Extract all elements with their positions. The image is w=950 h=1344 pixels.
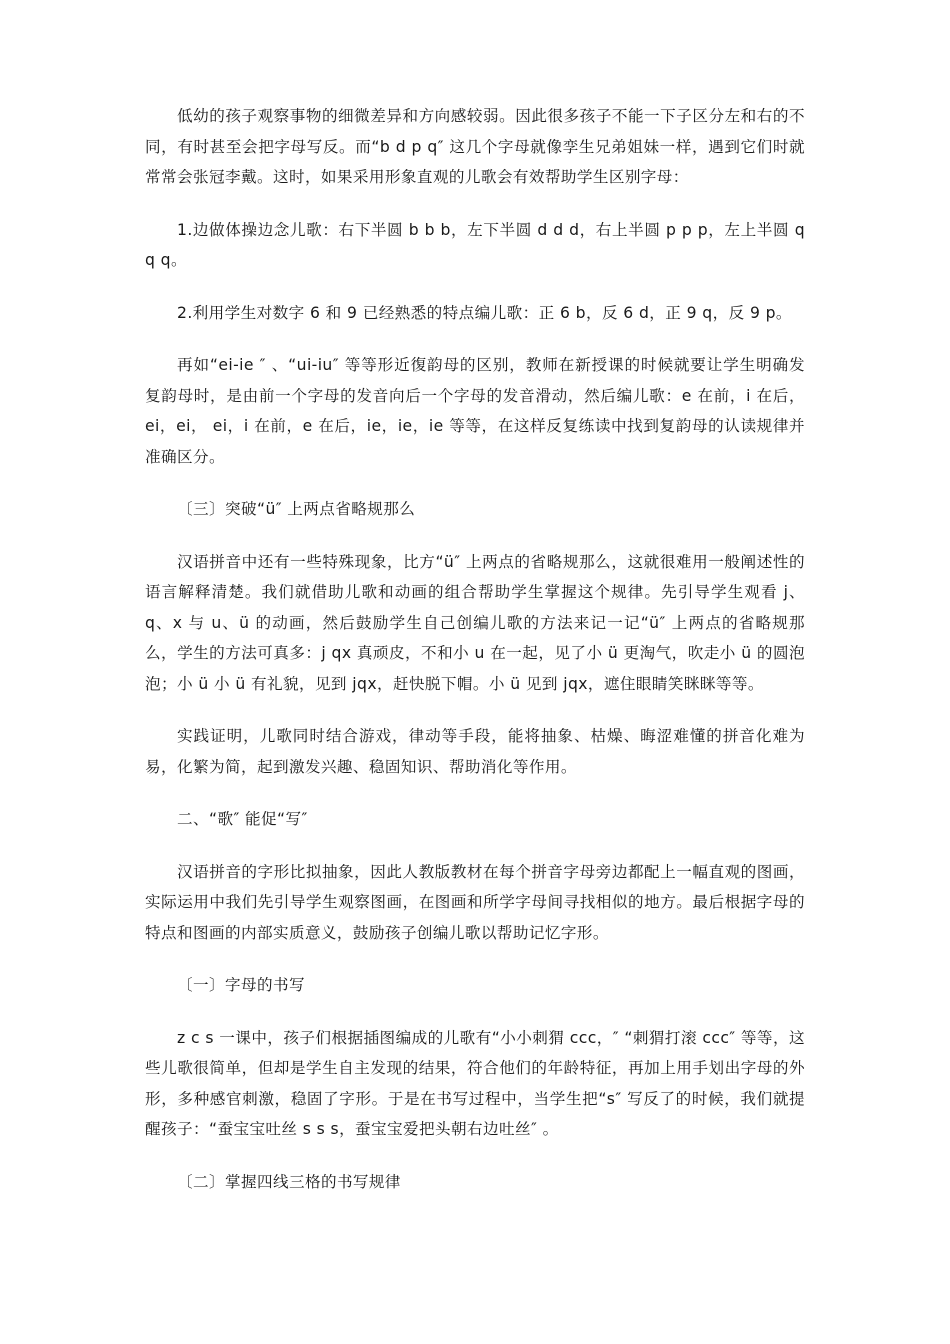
paragraph: z c s 一课中，孩子们根据插图编成的儿歌有“小小刺猬 ccc，″ “刺猬打滚 ccc″ 等等，这些儿歌很简单，但却是学生自主发现的结果，符合他们的年龄特征，再加上用手划出字母的外形，多种感官刺激，稳固了字形。于是在书写过程中，当学生把“s″ 写反了的时候，我们就提醒孩子：“蚕宝宝吐丝 s s s，蚕宝宝爱把头朝右边吐丝″ 。 [145, 1028, 805, 1138]
section-heading: 〔三〕突破“ü″ 上两点省略规那么 [177, 500, 416, 518]
paragraph: 低幼的孩子观察事物的细微差异和方向感较弱。因此很多孩子不能一下子区分左和右的不同，有时甚至会把字母写反。而“b d p q″ 这几个字母就像孪生兄弟姐妹一样，遇到它们时就常常会张冠李戴。这时，如果采用形象直观的儿歌会有效帮助学生区别字母： [145, 107, 805, 186]
paragraph: 1.边做体操边念儿歌：右下半圆 b b b，左下半圆 d d d，右上半圆 p p p，左上半圆 q q q。 [145, 220, 805, 269]
section-heading: 〔一〕字母的书写 [177, 976, 305, 994]
paragraph: 实践证明，儿歌同时结合游戏，律动等手段，能将抽象、枯燥、晦涩难懂的拼音化难为易，化繁为简，起到激发兴趣、稳固知识、帮助消化等作用。 [145, 727, 805, 776]
section-heading: 〔二〕掌握四线三格的书写规律 [177, 1172, 401, 1191]
section-heading: 二、“歌″ 能促“写″ [177, 810, 308, 828]
paragraph: 再如“ei-ie ″ 、“ui-iu″ 等等形近復韵母的区别，教师在新授课的时候就要让学生明确发复韵母时，是由前一个字母的发音向后一个字母的发音滑动，然后编儿歌：e 在前，i 在后，ei，ei， ei，i 在前，e 在后，ie，ie，ie 等等，在这样反复练读中找到复韵母的认读规律并准确区分。 [145, 356, 805, 466]
paragraph: 汉语拼音的字形比拟抽象，因此人教版教材在每个拼音字母旁边都配上一幅直观的图画，实际运用中我们先引导学生观察图画，在图画和所学字母间寻找相似的地方。最后根据字母的特点和图画的内部实质意义，鼓励孩子创编儿歌以帮助记忆字形。 [145, 862, 805, 942]
paragraph: 汉语拼音中还有一些特殊现象，比方“ü″ 上两点的省略规那么，这就很难用一般阐述性的语言解释清楚。我们就借助儿歌和动画的组合帮助学生掌握这个规律。先引导学生观看 j、q、x 与 u、ü 的动画，然后鼓励学生自己创编儿歌的方法来记一记“ü″ 上两点的省略规那么，学生的方法可真多：j qx 真顽皮，不和小 u 在一起，见了小 ü 更淘气，吹走小 ü 的圆泡泡；小 ü 小 ü 有礼貌，见到 jqx，赶快脱下帽。小 ü 见到 jqx，遮住眼睛笑眯眯等等。 [145, 552, 805, 693]
paragraph: 2.利用学生对数字 6 和 9 已经熟悉的特点编儿歌：正 6 b，反 6 d，正 9 q，反 9 p。 [177, 303, 792, 322]
document-body [145, 101, 805, 1219]
